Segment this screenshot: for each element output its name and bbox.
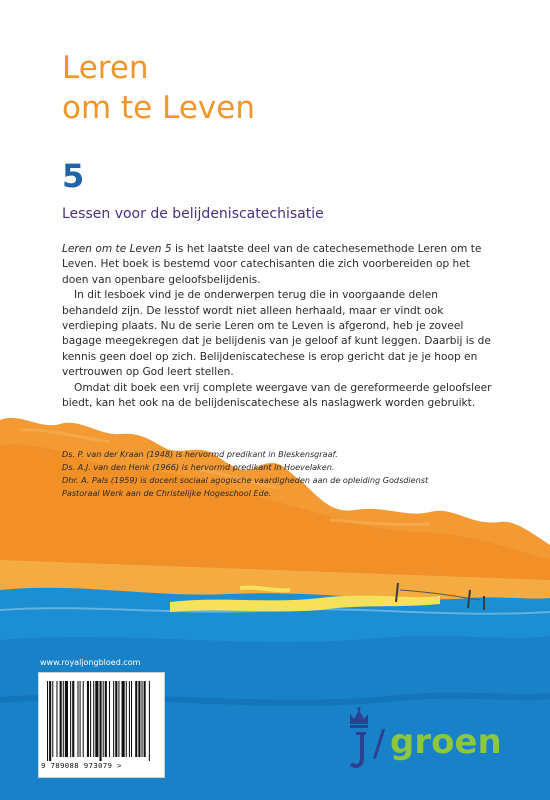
isbn-number: 9 789088 973079 > [41, 761, 122, 770]
barcode-bar [142, 681, 143, 757]
barcode-bar [77, 681, 78, 757]
barcode-bar [80, 681, 81, 757]
barcode-bar [52, 681, 53, 757]
barcode-bar [87, 681, 89, 757]
barcode-bar [95, 681, 98, 757]
blurb-paragraph-1-rest: is het laatste deel van de catechesemethode Leren om te Leven. Het boek is bestemd voor catechisanten die zich voorbereiden op het doen van openbare geloofsbelijdenis. [62, 243, 482, 286]
barcode-bar [60, 681, 62, 757]
author-bio-4: Pastoraal Werk aan de Christelijke Hogeschool Ede. [62, 488, 272, 498]
barcode-bar [93, 681, 94, 757]
blurb-text [62, 242, 494, 411]
barcode-bar [49, 681, 51, 761]
crown-j-logo-icon [344, 706, 374, 776]
author-bio-1: Ds. P. van der Kraan (1948) is hervormd predikant in Bleskensgraaf. [62, 449, 338, 459]
blurb-paragraph-3: Omdat dit boek een vrij complete weergave van de gereformeerde geloofsleer biedt, kan het ook na de belijdeniscatechese als naslagwerk worden gebruikt. [62, 381, 492, 410]
barcode-bar [47, 681, 48, 761]
book-subtitle: Lessen voor de belijdeniscatechisatie [62, 206, 324, 222]
barcode-bar [131, 681, 132, 757]
barcode-bar [65, 681, 68, 757]
barcode-bar [149, 681, 150, 761]
barcode-bar [144, 681, 146, 757]
blurb-paragraph-1 [62, 242, 494, 288]
title-line-1: Leren [62, 50, 149, 86]
barcode-bar [105, 681, 107, 757]
barcode-bar [122, 681, 125, 757]
book-title [62, 48, 255, 128]
barcode-bar [90, 681, 91, 757]
barcode-bar [109, 681, 110, 757]
barcode-bar [135, 681, 137, 757]
barcode-bar [63, 681, 64, 757]
barcode-bar [100, 681, 102, 761]
author-bio-2: Ds. A.J. van den Henk (1966) is hervormd predikant in Hoevelaken. [62, 462, 335, 472]
author-bio-3: Dhr. A. Pals (1959) is docent sociaal agogische vaardigheden aan de opleiding Godsdienst [62, 475, 429, 485]
barcode-bar [126, 681, 127, 757]
barcode-bar [118, 681, 119, 757]
logo-slash: / [373, 723, 386, 764]
barcode-bar [103, 681, 104, 757]
title-line-2: om te Leven [62, 90, 255, 126]
blurb-paragraph-2: In dit lesboek vind je de onderwerpen terug die in voorgaande delen behandeld zijn. De lesstof wordt niet alleen herhaald, maar er vindt ook verdieping plaats. Nu de serie Leren om te Leven is afgerond, heb je zoveel bagage meegekregen dat je belijdenis van je geloof af kunt leggen. Daarbij is de kennis geen doel op zich. Belijdeniscatechese is erop gericht dat je je hoop en vertrouwen op God leert stellen. [62, 289, 491, 379]
barcode-bar [70, 681, 71, 757]
barcode-bar [72, 681, 74, 757]
volume-number: 5 [62, 157, 85, 195]
publisher-website: www.royaljongbloed.com [40, 658, 141, 667]
barcode-bar [129, 681, 130, 757]
publisher-logo-text: groen [390, 722, 502, 762]
barcode-bar [138, 681, 140, 757]
blurb-title-italic: Leren om te Leven 5 [62, 243, 172, 255]
barcode-bar [56, 681, 57, 757]
author-bios [62, 448, 502, 500]
barcode-bar [113, 681, 114, 757]
isbn-barcode [38, 672, 165, 778]
barcode-bar [115, 681, 117, 757]
barcode-bar [83, 681, 84, 757]
